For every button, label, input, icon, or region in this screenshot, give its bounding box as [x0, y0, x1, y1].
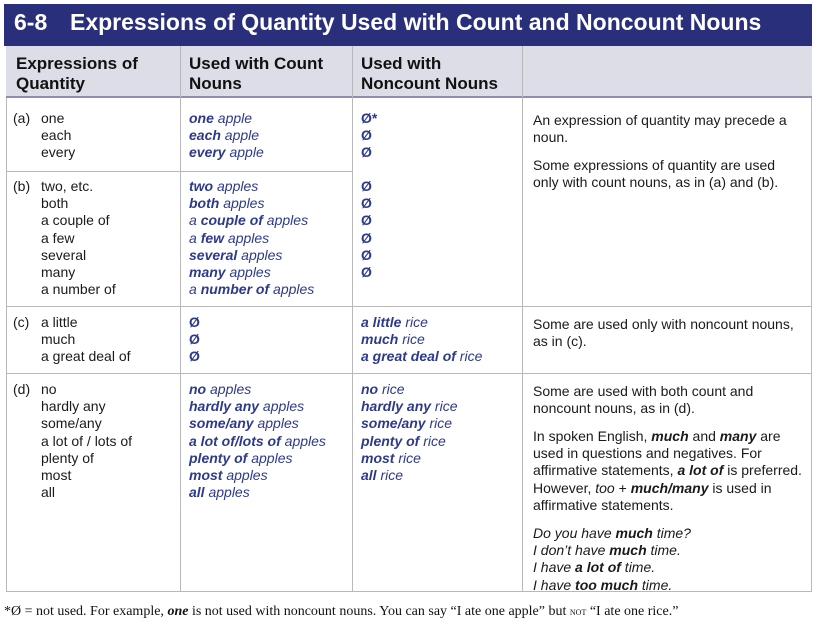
header-noncount-nouns: Used with Noncount Nouns	[361, 54, 498, 93]
quantity-word: a lot of/lots of	[189, 432, 281, 449]
quantity-word: a great deal of	[361, 348, 456, 365]
example-sentence	[533, 525, 691, 542]
count-example	[189, 433, 326, 450]
quantity-word: one	[189, 110, 214, 126]
example-text: I don’t have	[533, 542, 610, 559]
noncount-example	[361, 415, 452, 432]
noncount-example	[361, 467, 403, 484]
expression-item: a lot of / lots of	[41, 432, 133, 449]
noun-word: rice	[378, 381, 405, 397]
not-used-mark: Ø	[189, 331, 200, 348]
chart-title: Expressions of Quantity Used with Count and Noncount Nouns	[70, 9, 762, 35]
count-example	[189, 247, 282, 264]
count-example	[189, 110, 252, 127]
noun-word: apple	[220, 127, 260, 144]
expression-item: no	[41, 381, 57, 397]
column-divider	[180, 46, 181, 592]
quantity-word: several	[189, 246, 238, 263]
quantity-word: every	[189, 144, 226, 161]
count-example	[189, 467, 268, 484]
row-label-a: (a)	[13, 110, 31, 126]
quantity-word: no	[361, 381, 379, 397]
example-sentence	[533, 542, 681, 559]
column-divider	[522, 46, 523, 592]
count-example	[189, 484, 250, 501]
noun-word: apples	[253, 415, 299, 432]
expression-item: each	[41, 127, 72, 144]
quantity-word: hardly any	[361, 398, 432, 415]
noncount-example	[361, 450, 421, 467]
count-example	[189, 144, 264, 161]
noun-word: rice	[394, 449, 421, 466]
footnote: *Ø = not used. For example, one is not used with noncount nouns. You can say “I ate one apple” but not “I ate one rice.”	[4, 604, 679, 619]
noun-word: apples	[204, 484, 250, 501]
example-text: I have	[533, 559, 576, 576]
expression-item: a couple of	[41, 212, 110, 229]
header-count-nouns: Used with Count Nouns	[189, 54, 324, 93]
count-example	[189, 212, 308, 229]
quantity-word: most	[361, 449, 395, 466]
noun-word: apples	[225, 264, 271, 280]
quantity-word: couple of	[200, 212, 263, 229]
noun-word: apples	[262, 212, 309, 229]
quantity-word: all	[361, 467, 377, 483]
noun-word: apples	[237, 246, 283, 263]
count-example	[189, 230, 269, 247]
noun-word: apples	[269, 281, 315, 298]
row-divider	[6, 306, 812, 307]
quantity-word: all	[189, 484, 205, 501]
noun-word: rice	[419, 432, 446, 449]
example-quantity: too much	[575, 576, 639, 593]
count-example	[189, 398, 304, 415]
expression-item: much	[41, 331, 76, 348]
count-example	[189, 415, 299, 432]
expression-item: some/any	[41, 415, 102, 432]
noncount-example	[361, 331, 425, 348]
noun-word: apples	[224, 229, 270, 246]
count-example	[189, 178, 258, 195]
noncount-example	[361, 433, 446, 450]
noun-word: rice	[431, 398, 458, 415]
noun-word: rice	[398, 331, 425, 348]
quantity-word: both	[189, 195, 220, 212]
note-both: Some are used with both count and noncount nouns, as in (d).	[533, 383, 754, 417]
expression-item: two, etc.	[41, 178, 94, 194]
chart-title-bar	[4, 4, 812, 46]
example-sentence	[533, 559, 655, 576]
note-spoken-english: In spoken English, much and many are used in questions and negatives. For affirmative statements, a lot of is preferred. However, too + much/many is used in affirmative statements.	[533, 428, 802, 513]
not-used-mark: Ø	[361, 178, 372, 194]
not-used-mark: Ø	[361, 127, 372, 144]
expression-item: a few	[41, 229, 75, 246]
quantity-word: each	[189, 127, 221, 144]
header-expressions: Expressions of Quantity	[16, 54, 138, 93]
noun-word: rice	[376, 467, 404, 483]
quantity-word: few	[200, 229, 225, 246]
expression-item: a great deal of	[41, 348, 131, 365]
expression-item: plenty of	[41, 449, 94, 466]
example-text: time?	[652, 525, 691, 541]
noncount-example	[361, 398, 457, 415]
quantity-word: some/any	[361, 415, 426, 432]
example-quantity: a lot of	[575, 559, 621, 576]
row-label-b: (b)	[13, 178, 31, 194]
noun-word: apple	[225, 144, 264, 161]
count-example	[189, 281, 314, 298]
quantity-word: plenty of	[189, 449, 248, 466]
quantity-word: two	[189, 178, 214, 194]
example-text: time.	[646, 542, 681, 559]
row-divider	[6, 171, 352, 172]
quantity-word: number of	[200, 281, 270, 298]
expression-item: several	[41, 246, 87, 263]
not-used-mark: Ø*	[361, 110, 378, 126]
not-used-mark: Ø	[189, 348, 200, 365]
count-example	[189, 195, 264, 212]
row-divider	[6, 373, 812, 374]
noun-word: apples	[222, 467, 268, 483]
noun-word: apples	[280, 432, 326, 449]
noun-word: rice	[425, 415, 453, 432]
count-example	[189, 450, 293, 467]
expression-item: many	[41, 264, 76, 280]
phrase-article: a	[189, 229, 201, 246]
note-noncount-only: Some are used only with noncount nouns, as in (c).	[533, 316, 794, 350]
expression-item: one	[41, 110, 65, 126]
not-used-mark: Ø	[361, 195, 372, 212]
phrase-article: a	[189, 212, 201, 229]
not-used-mark: Ø	[361, 144, 372, 161]
example-text: time.	[638, 576, 673, 593]
quantity-word: a little	[361, 314, 402, 330]
quantity-word: much	[361, 331, 399, 348]
expression-item: most	[41, 467, 72, 483]
noun-word: apple	[213, 110, 253, 126]
count-example	[189, 264, 271, 281]
chart-number: 6-8	[14, 9, 48, 35]
quantity-word: many	[189, 264, 226, 280]
note-count-only: Some expressions of quantity are used only with count nouns, as in (a) and (b).	[533, 157, 779, 191]
example-text: I have	[533, 576, 576, 593]
noun-word: apples	[219, 195, 265, 212]
phrase-article: a	[189, 281, 201, 298]
example-text: time.	[620, 559, 656, 576]
column-divider	[352, 46, 353, 592]
noun-word: rice	[401, 314, 428, 330]
note-precede: An expression of quantity may precede a noun.	[533, 112, 787, 146]
row-label-c: (c)	[13, 314, 30, 330]
expression-item: both	[41, 195, 69, 212]
expression-item: a little	[41, 314, 78, 330]
quantity-word: no	[189, 381, 207, 397]
expression-item: all	[41, 484, 56, 501]
not-used-mark: Ø	[361, 212, 372, 229]
count-example	[189, 381, 251, 398]
expression-item: hardly any	[41, 398, 106, 415]
expression-item: every	[41, 144, 76, 161]
noun-word: apples	[213, 178, 259, 194]
count-example	[189, 127, 259, 144]
noncount-example	[361, 381, 405, 398]
quantity-word: hardly any	[189, 398, 260, 415]
noncount-example	[361, 314, 428, 331]
expression-item: a number of	[41, 281, 116, 298]
not-used-mark: Ø	[361, 246, 372, 263]
not-used-mark: Ø	[189, 314, 200, 330]
noun-word: apples	[206, 381, 252, 397]
quantity-word: plenty of	[361, 432, 420, 449]
noncount-example	[361, 348, 482, 365]
noun-word: apples	[259, 398, 305, 415]
example-sentence	[533, 577, 672, 594]
example-quantity: much	[615, 525, 653, 541]
not-used-mark: Ø	[361, 264, 372, 280]
noun-word: apples	[247, 449, 293, 466]
not-used-mark: Ø	[361, 229, 372, 246]
example-text: Do you have	[533, 525, 616, 541]
row-label-d: (d)	[13, 381, 31, 397]
quantity-word: some/any	[189, 415, 254, 432]
noun-word: rice	[455, 348, 483, 365]
quantity-word: most	[189, 467, 223, 483]
example-quantity: much	[609, 542, 647, 559]
